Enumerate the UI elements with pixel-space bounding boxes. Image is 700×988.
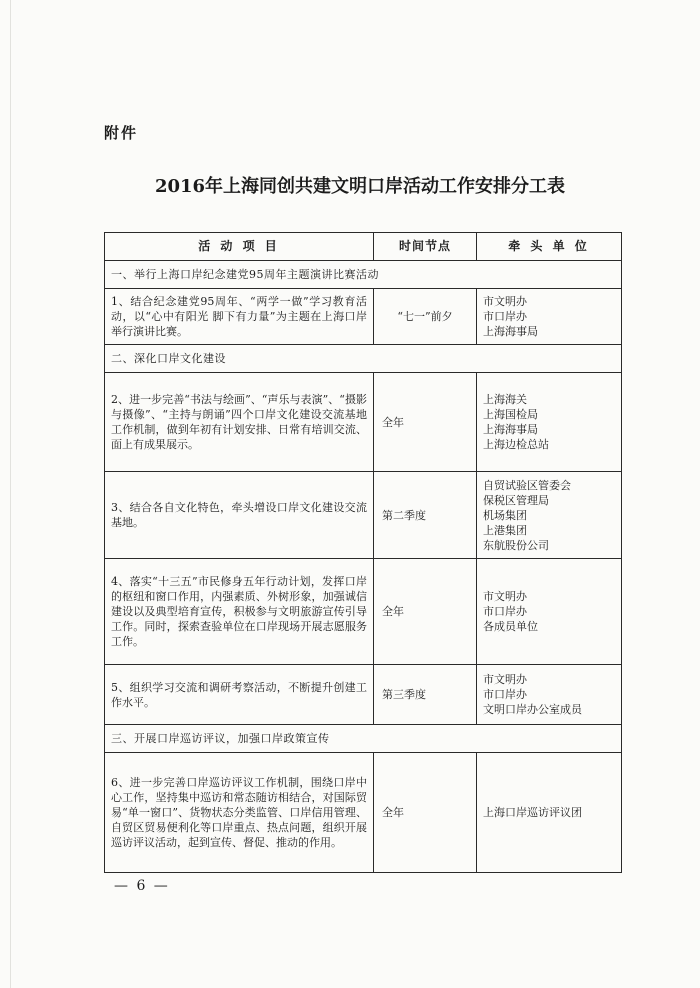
lead-unit-line: 上海海事局 [483,423,538,436]
work-plan-table [104,232,622,873]
time-node-2: 全年 [374,373,477,472]
lead-unit-line: 上海海关 [483,393,527,406]
lead-unit-line: 上海边检总站 [483,438,549,451]
table-row [105,665,622,725]
table-row [105,559,622,665]
header-lead-unit: 牵 头 单 位 [477,233,622,261]
lead-unit-line: 文明口岸办公室成员 [483,703,582,716]
lead-unit-line: 上海口岸巡访评议团 [483,806,582,819]
time-node-1: “七一”前夕 [374,289,477,345]
lead-unit-line: 上海国检局 [483,408,538,421]
table-row [105,289,622,345]
activity-item-1: 1、结合纪念建党95周年、“两学一做”学习教育活动，以“心中有阳光 脚下有力量”为主题在上海口岸举行演讲比赛。 [105,289,374,345]
lead-unit-line: 上海海事局 [483,325,538,338]
time-node-5: 第三季度 [374,665,477,725]
lead-unit-1 [477,289,622,345]
lead-unit-line: 市文明办 [483,295,527,308]
section-heading-2: 二、深化口岸文化建设 [105,345,622,373]
activity-item-2: 2、进一步完善“书法与绘画”、“声乐与表演”、“摄影与摄像”、“主持与朗诵”四个口岸文化建设交流基地工作机制，做到年初有计划安排、日常有培训交流、面上有成果展示。 [105,373,374,472]
lead-unit-line: 自贸试验区管委会 [483,478,571,492]
scan-edge-line [10,0,11,988]
activity-item-6: 6、进一步完善口岸巡访评议工作机制，围绕口岸中心工作，坚持集中巡访和常态随访相结合，对国际贸易“单一窗口”、货物状态分类监管、口岸信用管理、自贸区贸易便利化等口岸重点、热点问题，组织开展巡访评议活动，起到宣传、督促、推动的作用。 [105,753,374,873]
lead-unit-line: 东航股份公司 [483,538,549,552]
page-number: — 6 — [114,878,170,894]
lead-unit-line: 市口岸办 [483,310,527,323]
table-row [105,472,622,559]
activity-item-5: 5、组织学习交流和调研考察活动，不断提升创建工作水平。 [105,665,374,725]
lead-unit-2 [477,373,622,472]
header-activity: 活 动 项 目 [105,233,374,261]
section-heading-3: 三、开展口岸巡访评议，加强口岸政策宣传 [105,725,622,753]
lead-unit-3 [477,472,622,559]
time-node-4: 全年 [374,559,477,665]
time-node-3: 第二季度 [374,472,477,559]
attachment-label: 附件 [104,124,139,142]
lead-unit-line: 市口岸办 [483,688,527,701]
table-header-row [105,233,622,261]
table-row [105,373,622,472]
section-row [105,725,622,753]
lead-unit-line: 市文明办 [483,673,527,686]
lead-unit-line: 机场集团 [483,508,527,522]
section-row [105,261,622,289]
lead-unit-6 [477,753,622,873]
time-node-6: 全年 [374,753,477,873]
table-row [105,753,622,873]
lead-unit-line: 市文明办 [483,590,527,603]
lead-unit-line: 市口岸办 [483,605,527,618]
lead-unit-line: 保税区管理局 [483,493,549,507]
header-time: 时间节点 [374,233,477,261]
section-heading-1: 一、举行上海口岸纪念建党95周年主题演讲比赛活动 [105,261,622,289]
lead-unit-5 [477,665,622,725]
activity-item-3: 3、结合各自文化特色，牵头增设口岸文化建设交流基地。 [105,472,374,559]
section-row [105,345,622,373]
activity-item-4: 4、落实“十三五”市民修身五年行动计划，发挥口岸的枢纽和窗口作用，内强素质、外树形象，加强诚信建设以及典型培育宣传，积极参与文明旅游宣传引导工作。同时，探索查验单位在口岸现场开展志愿服务工作。 [105,559,374,665]
lead-unit-4 [477,559,622,665]
document-title: 2016年上海同创共建文明口岸活动工作安排分工表 [154,176,566,197]
lead-unit-line: 上港集团 [483,523,527,537]
lead-unit-line: 各成员单位 [483,620,538,633]
